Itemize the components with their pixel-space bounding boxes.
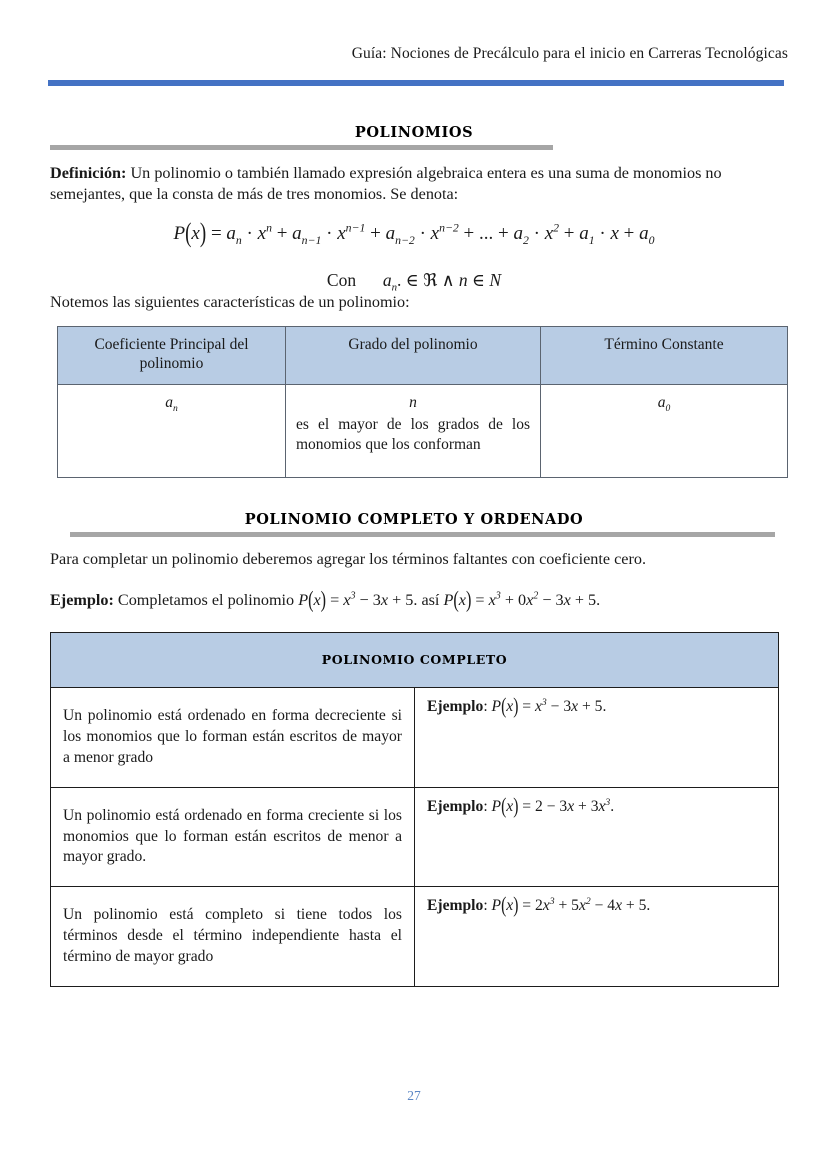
polinomio-completo-table xyxy=(50,632,779,987)
main-formula-expression: $P(x) = a_n \cdot x^n + a_{n-1} \cdot x^{n-1} + a_{n-2} \cdot x^{n-2}$ + ... + $a_2 \cdot x^2 + a_1 \cdot x + a_0$ xyxy=(173,218,655,249)
section-title-polinomios: POLINOMIOS xyxy=(354,124,474,141)
table2-description-3: Un polinomio está completo si tiene todos los términos desde el término independiente hasta el término de mayor grado xyxy=(51,887,415,987)
section-title-polinomio-completo: POLINOMIO COMPLETO Y ORDENADO xyxy=(244,511,584,528)
termino-constante-symbol: $a_0$ xyxy=(657,393,671,414)
running-header xyxy=(0,45,828,63)
ejemplo-formula-1: $P(x) = x^3 - 3x + 5$. xyxy=(298,586,418,613)
table-row xyxy=(58,384,788,477)
running-header-title: Guía: Nociones de Precálculo para el inicio en Carreras Tecnológicas xyxy=(351,45,788,62)
grado-note: es el mayor de los grados de los monomios que los conforman xyxy=(296,415,530,454)
example-label-1: Ejemplo xyxy=(427,698,484,715)
condition-label: Con xyxy=(326,270,357,290)
main-polynomial-formula xyxy=(0,218,828,249)
definition-text: Un polinomio o también llamado expresión algebraica entera es una suma de monomios no semejantes, que la consta de más de tres monomios. Se denota: xyxy=(50,164,722,204)
table1-cell-grado xyxy=(286,384,541,477)
ejemplo-line xyxy=(50,586,790,613)
example-formula-1: $P(x) = x^3 - 3x + 5$. xyxy=(491,693,607,719)
condition-line xyxy=(0,270,828,294)
ejemplo-text-1: Completamos el polinomio xyxy=(113,591,299,609)
completar-paragraph: Para completar un polinomio deberemos agregar los términos faltantes con coeficiente cero. xyxy=(50,550,647,568)
table2-header-title: POLINOMIO COMPLETO xyxy=(51,633,779,688)
definition-paragraph xyxy=(50,163,780,206)
example-label-2: Ejemplo xyxy=(427,797,484,815)
notemos-paragraph: Notemos las siguientes características de un polinomio: xyxy=(50,293,410,311)
example-formula-3: $P(x) = 2x^3 + 5x^2 - 4x + 5$. xyxy=(491,893,651,918)
table1-header-termino: Término Constante xyxy=(541,327,788,385)
table2-example-3: Ejemplo: $P(x) = 2x^3 + 5x^2 - 4x + 5$. xyxy=(415,887,779,987)
condition-expression: $a_n$. ∈ ℜ ∧ n ∈ N xyxy=(382,270,502,294)
table2-example-2: Ejemplo: $P(x) = 2 - 3x + 3x^3$. xyxy=(415,787,779,887)
table1-header-coeficiente: Coeficiente Principal del polinomio xyxy=(58,327,286,385)
table1-cell-termino xyxy=(541,384,788,477)
polynomial-characteristics-table xyxy=(57,326,788,478)
table1-header-grado: Grado del polinomio xyxy=(286,327,541,385)
section-rule-polinomio-completo xyxy=(70,532,775,537)
table2-example-1: Ejemplo: $P(x) = x^3 - 3x + 5$. xyxy=(415,688,779,788)
table-row xyxy=(51,787,779,887)
table1-cell-coeficiente xyxy=(58,384,286,477)
table-header-row xyxy=(58,327,788,385)
table-row xyxy=(51,887,779,987)
table2-description-1: Un polinomio está ordenado en forma decreciente si los monomios que lo forman están escritos de mayor a menor grado xyxy=(51,688,415,788)
grado-symbol: n xyxy=(409,393,417,411)
header-blue-rule xyxy=(48,80,784,86)
table2-description-2: Un polinomio está ordenado en forma creciente si los monomios que lo forman están escritos de menor a mayor grado. xyxy=(51,787,415,887)
ejemplo-text-2: así xyxy=(417,591,444,609)
table-row xyxy=(51,688,779,788)
example-formula-2: $P(x) = 2 - 3x + 3x^3$. xyxy=(491,793,615,819)
definition-label: Definición: xyxy=(50,164,127,182)
coeficiente-principal-symbol: $a_n$ xyxy=(165,393,178,414)
ejemplo-label: Ejemplo: xyxy=(50,591,114,609)
example-label-3: Ejemplo xyxy=(427,897,484,915)
ejemplo-formula-2: $P(x) = x^3 + 0x^2 - 3x + 5$. xyxy=(443,586,601,613)
section-rule-polinomios xyxy=(50,145,553,150)
page-number: 27 xyxy=(407,1088,421,1103)
table2-header-row xyxy=(51,633,779,688)
